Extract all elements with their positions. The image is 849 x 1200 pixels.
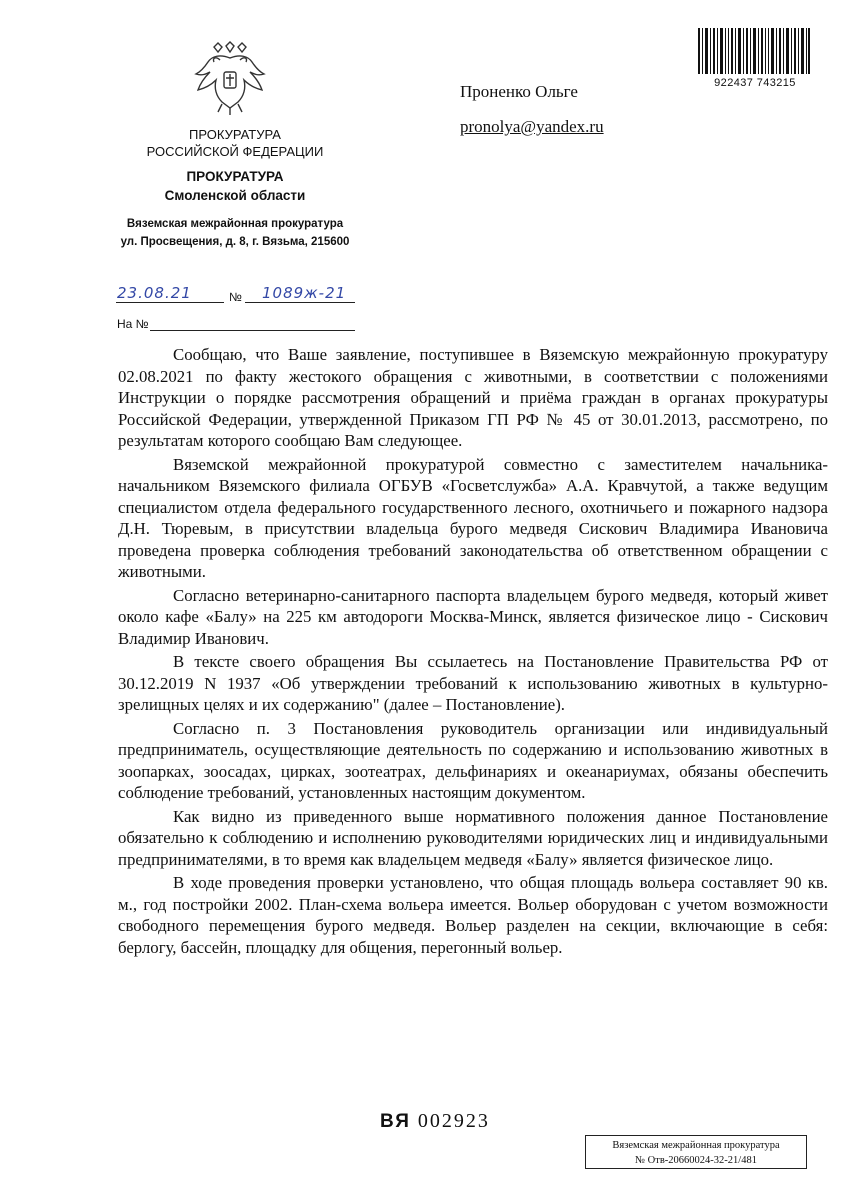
paragraph: Сообщаю, что Ваше заявление, поступившее в Вяземскую межрайонную прокуратуру 02.08.2021 по факту жестокого обращения с животными, в соответствии с положениями Инструкции о порядке рассмотрения обращений и приёма граждан в органах прокуратуры Российской Федерации, утвержденной Приказом ГП РФ № 45 от 30.01.2013, рассмотрено, по результатам которого сообщаю Вам следующее. [118,345,828,450]
agency-line-1: ПРОКУРАТУРА [189,127,281,142]
recipient-email[interactable]: pronolya@yandex.ru [460,117,604,136]
office-address [110,215,360,251]
paragraph: Согласно ветеринарно-санитарного паспорта владельцем бурого медведя, который живет около кафе «Балу» на 225 км автодороги Москва-Минск, является физическое лицо - Сискович Владимир Иванович. [118,585,828,648]
form-serial [380,1110,490,1133]
handwritten-date: 23.08.21 [117,284,192,302]
street-address: ул. Просвещения, д. 8, г. Вязьма, 215600 [120,236,350,248]
stamp-line-2: № Отв-20660024-32-21/481 [635,1155,757,1166]
office-line-1: ПРОКУРАТУРА [186,169,284,184]
letter-body [118,344,828,960]
paragraph: Как видно из приведенного выше нормативного положения данное Постановление обязательно к соблюдению и исполнению руководителями юридических лиц и индивидуальными предпринимателями, в то время как владельцем медведя «Балу» является физическое лицо. [118,806,828,869]
registration-stamp [585,1135,807,1169]
stamp-line-1: Вяземская межрайонная прокуратура [612,1140,780,1151]
date-underline [116,302,224,303]
reply-underline [150,330,355,331]
paragraph: В ходе проведения проверки установлено, что общая площадь вольера составляет 90 кв. м., год постройки 2002. План-схема вольера имеется. Вольер оборудован с учетом возможности свободного перемещения бурого медведя. Вольер разделен на секции, включающие в себя: берлогу, бассейн, площадку для общения, перегонный вольер. [118,873,828,957]
office-line-2: Смоленской области [164,188,306,203]
serial-number: 002923 [417,1110,490,1132]
office-name [110,167,360,205]
handwritten-number: 1089ж-21 [262,284,347,302]
agency-name [110,126,360,160]
barcode-number: 922437 743215 [714,77,796,89]
agency-line-2: РОССИЙСКОЙ ФЕДЕРАЦИИ [146,144,324,159]
serial-prefix: ВЯ [380,1111,411,1132]
paragraph: В тексте своего обращения Вы ссылаетесь на Постановление Правительства РФ от 30.12.2019 N 1937 «Об утверждении требований к использованию животных в культурно-зрелищных целях и их содержанию" (далее – Постановление). [118,652,828,714]
number-underline [245,302,355,303]
paragraph: Согласно п. 3 Постановления руководитель организации или индивидуальный предприниматель, осуществляющие деятельность по содержанию и использованию животных в зоопарках, зоосадах, цирках, зоотеатрах, дельфинариях и океанариумах, обязаны обеспечить соблюдение требований, установленных настоящим документом. [118,718,828,802]
barcode [698,28,810,74]
paragraph: Вяземской межрайонной прокуратурой совместно с заместителем начальника-начальником Вяземского филиала ОГБУВ «Госветслужба» А.А. Кравчутой, а также ведущим специалистом отдела федерального государственного лесного, охотничьего и пожарного надзора Д.Н. Тюревым, в присутствии владельца бурого медведя Сискович Владимира Ивановича проведена проверка соблюдения требований законодательства об ответственном обращении с животными. [118,454,828,581]
double-headed-eagle-icon [190,38,270,118]
number-label: № [229,290,242,304]
recipient-name: Проненко Ольге [460,82,578,101]
branch-name: Вяземская межрайонная прокуратура [126,218,344,230]
reply-label: На № [117,317,149,331]
